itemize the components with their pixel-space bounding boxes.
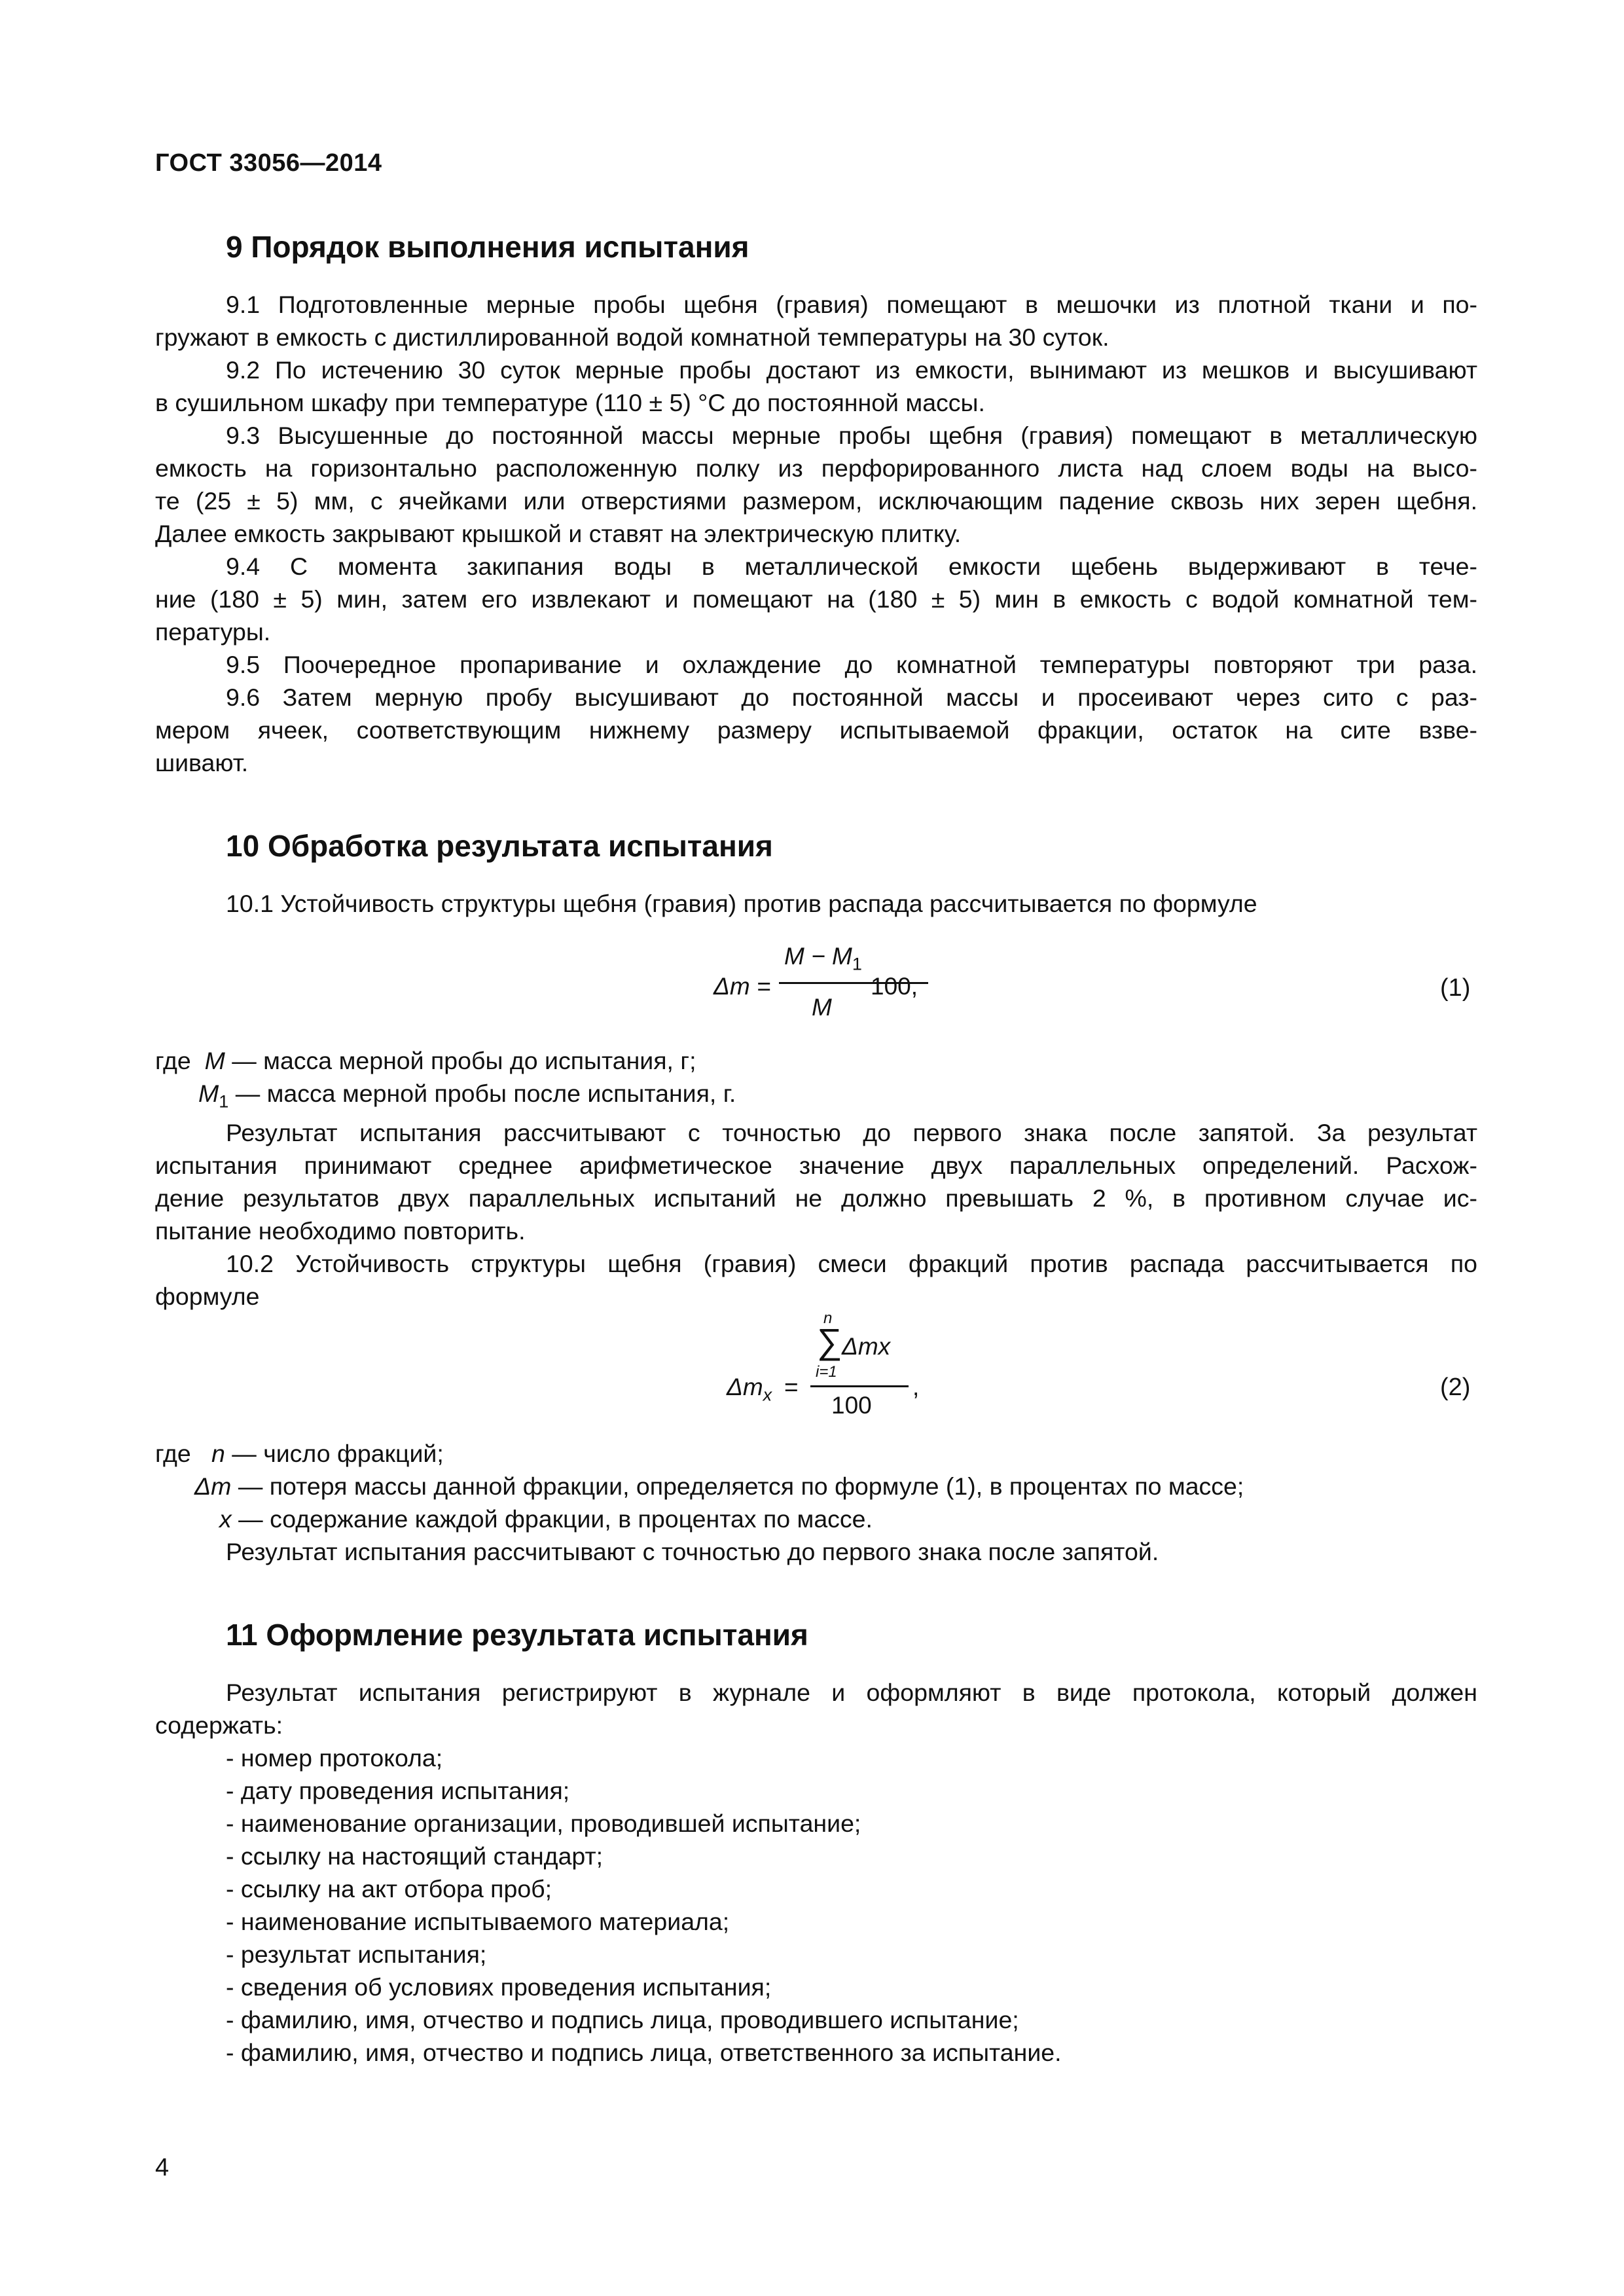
paragraph-line: испытания принимают среднее арифметическое значение двух параллельных определений. Расхож-: [155, 1152, 1477, 1179]
formula-2-sum-bottom: i=1: [816, 1363, 837, 1381]
paragraph-line: 10.1 Устойчивость структуры щебня (гравия) против распада рассчитывается по формуле: [226, 890, 1257, 917]
formula-1-numerator-text: M − M: [784, 943, 852, 970]
formula-2-lhs-sub: x: [763, 1385, 772, 1405]
where-1-m: [155, 1044, 696, 1077]
where-text: — масса мерной пробы после испытания, г.: [228, 1080, 736, 1107]
list-item: - фамилию, имя, отчество и подпись лица, ответственного за испытание.: [226, 2039, 1062, 2066]
formula-1-denominator: M: [812, 994, 832, 1021]
paragraph-line: 9.4 С момента закипания воды в металлической емкости щебень выдерживают в тече-: [226, 553, 1477, 580]
paragraph-line: 9.2 По истечению 30 суток мерные пробы достают из емкости, вынимают из мешков и высушивают: [226, 356, 1477, 384]
formula-1-tail: 100,: [871, 973, 918, 1000]
where-symbol: M: [204, 1047, 225, 1074]
list-item: - фамилию, имя, отчество и подпись лица, проводившего испытание;: [226, 2006, 1019, 2033]
formula-2-sum-top: n: [823, 1309, 833, 1327]
formula-2: [727, 1309, 923, 1427]
formula-1-numerator-sub: 1: [852, 954, 862, 974]
paragraph-line: в сушильном шкафу при температуре (110 ± 5) °С до постоянной массы.: [155, 389, 985, 416]
where-text: — число фракций;: [225, 1440, 444, 1467]
where-2-x: [219, 1503, 873, 1535]
section-10-title: 10 Обработка результата испытания: [226, 829, 773, 863]
list-item: - наименование организации, проводившей испытание;: [226, 1810, 861, 1837]
where-text: — потеря массы данной фракции, определяется по формуле (1), в процентах по массе;: [231, 1472, 1244, 1500]
paragraph-line: Далее емкость закрывают крышкой и ставят на электрическую плитку.: [155, 520, 962, 547]
section-9-title: 9 Порядок выполнения испытания: [226, 230, 749, 264]
paragraph-line: те (25 ± 5) мм, с ячейками или отверстиями размером, исключающим падение сквозь них зерен щебня.: [155, 487, 1477, 515]
formula-1-lhs: Δm =: [713, 973, 771, 1000]
formula-2-lhs: [727, 1374, 772, 1405]
formula-2-number: (2): [1440, 1374, 1471, 1401]
paragraph-line: формуле: [155, 1283, 260, 1310]
paragraph-line: пытание необходимо повторить.: [155, 1217, 526, 1245]
list-item: - результат испытания;: [226, 1941, 487, 1968]
paragraph-line: шивают.: [155, 749, 249, 776]
paragraph-line: Результат испытания рассчитывают с точностью до первого знака после запятой. За результат: [226, 1119, 1477, 1146]
paragraph-line: 9.3 Высушенные до постоянной массы мерные пробы щебня (гравия) помещают в металлическую: [226, 422, 1477, 449]
paragraph-line: 9.5 Поочередное пропаривание и охлаждение до комнатной температуры повторяют три раза.: [226, 651, 1477, 678]
page-number: 4: [155, 2154, 170, 2181]
formula-2-lhs-text: Δm: [727, 1374, 763, 1400]
where-symbol-sub: 1: [219, 1091, 229, 1112]
where-prefix: где: [155, 1440, 191, 1467]
where-symbol: n: [211, 1440, 225, 1467]
formula-1-number: (1): [1440, 974, 1471, 1002]
where-text: — содержание каждой фракции, в процентах по массе.: [231, 1505, 873, 1533]
paragraph-line: 10.2 Устойчивость структуры щебня (гравия) смеси фракций против распада рассчитывается по: [226, 1250, 1477, 1277]
where-symbol: Δm: [194, 1472, 232, 1500]
list-item: - ссылку на акт отбора проб;: [226, 1875, 552, 1903]
paragraph-line: 9.1 Подготовленные мерные пробы щебня (гравия) помещают в мешочки из плотной ткани и по-: [226, 291, 1477, 318]
paragraph-line: содержать:: [155, 1711, 283, 1739]
where-prefix: где: [155, 1047, 191, 1074]
paragraph-line: дение результатов двух параллельных испытаний не должно превышать 2 %, в противном случае ис-: [155, 1184, 1477, 1212]
formula-2-tail: ,: [912, 1374, 920, 1400]
where-symbol: M: [198, 1080, 219, 1107]
paragraph-line: ние (180 ± 5) мин, затем его извлекают и помещают на (180 ± 5) мин в емкость с водой комнатной тем-: [155, 585, 1477, 613]
formula-2-sum-body: Δmx: [842, 1333, 891, 1360]
list-item: - сведения об условиях проведения испытания;: [226, 1973, 772, 2001]
formula-1: [713, 943, 923, 1028]
list-item: - ссылку на настоящий стандарт;: [226, 1842, 604, 1870]
document-code: ГОСТ 33056—2014: [155, 149, 382, 177]
paragraph-line: 9.6 Затем мерную пробу высушивают до постоянной массы и просеивают через сито с раз-: [226, 683, 1477, 711]
formula-2-denominator: 100: [831, 1392, 872, 1419]
where-2-n: [155, 1437, 444, 1470]
list-item: - дату проведения испытания;: [226, 1777, 570, 1804]
formula-2-sum-sign: ∑: [817, 1322, 842, 1361]
list-item: - номер протокола;: [226, 1744, 443, 1772]
paragraph-line: гружают в емкость с дистиллированной водой комнатной температуры на 30 суток.: [155, 323, 1110, 351]
section-11-title: 11 Оформление результата испытания: [226, 1618, 808, 1652]
formula-1-numerator: [784, 943, 862, 974]
where-2-dm: [194, 1470, 1244, 1503]
formula-2-equals: =: [784, 1374, 799, 1400]
paragraph-line: пературы.: [155, 618, 271, 646]
paragraph-line: мером ячеек, соответствующим нижнему размеру испытываемой фракции, остаток на сите взве-: [155, 716, 1477, 744]
where-symbol: x: [219, 1505, 232, 1533]
formula-2-fraction-bar: [810, 1385, 909, 1387]
list-item: - наименование испытываемого материала;: [226, 1908, 730, 1935]
where-text: — масса мерной пробы до испытания, г;: [225, 1047, 696, 1074]
paragraph-line: Результат испытания рассчитывают с точностью до первого знака после запятой.: [226, 1538, 1159, 1565]
paragraph-line: Результат испытания регистрируют в журнале и оформляют в виде протокола, который должен: [226, 1679, 1477, 1706]
where-1-m1: [198, 1077, 736, 1118]
paragraph-line: емкость на горизонтально расположенную полку из перфорированного листа над слоем воды на высо-: [155, 454, 1477, 482]
